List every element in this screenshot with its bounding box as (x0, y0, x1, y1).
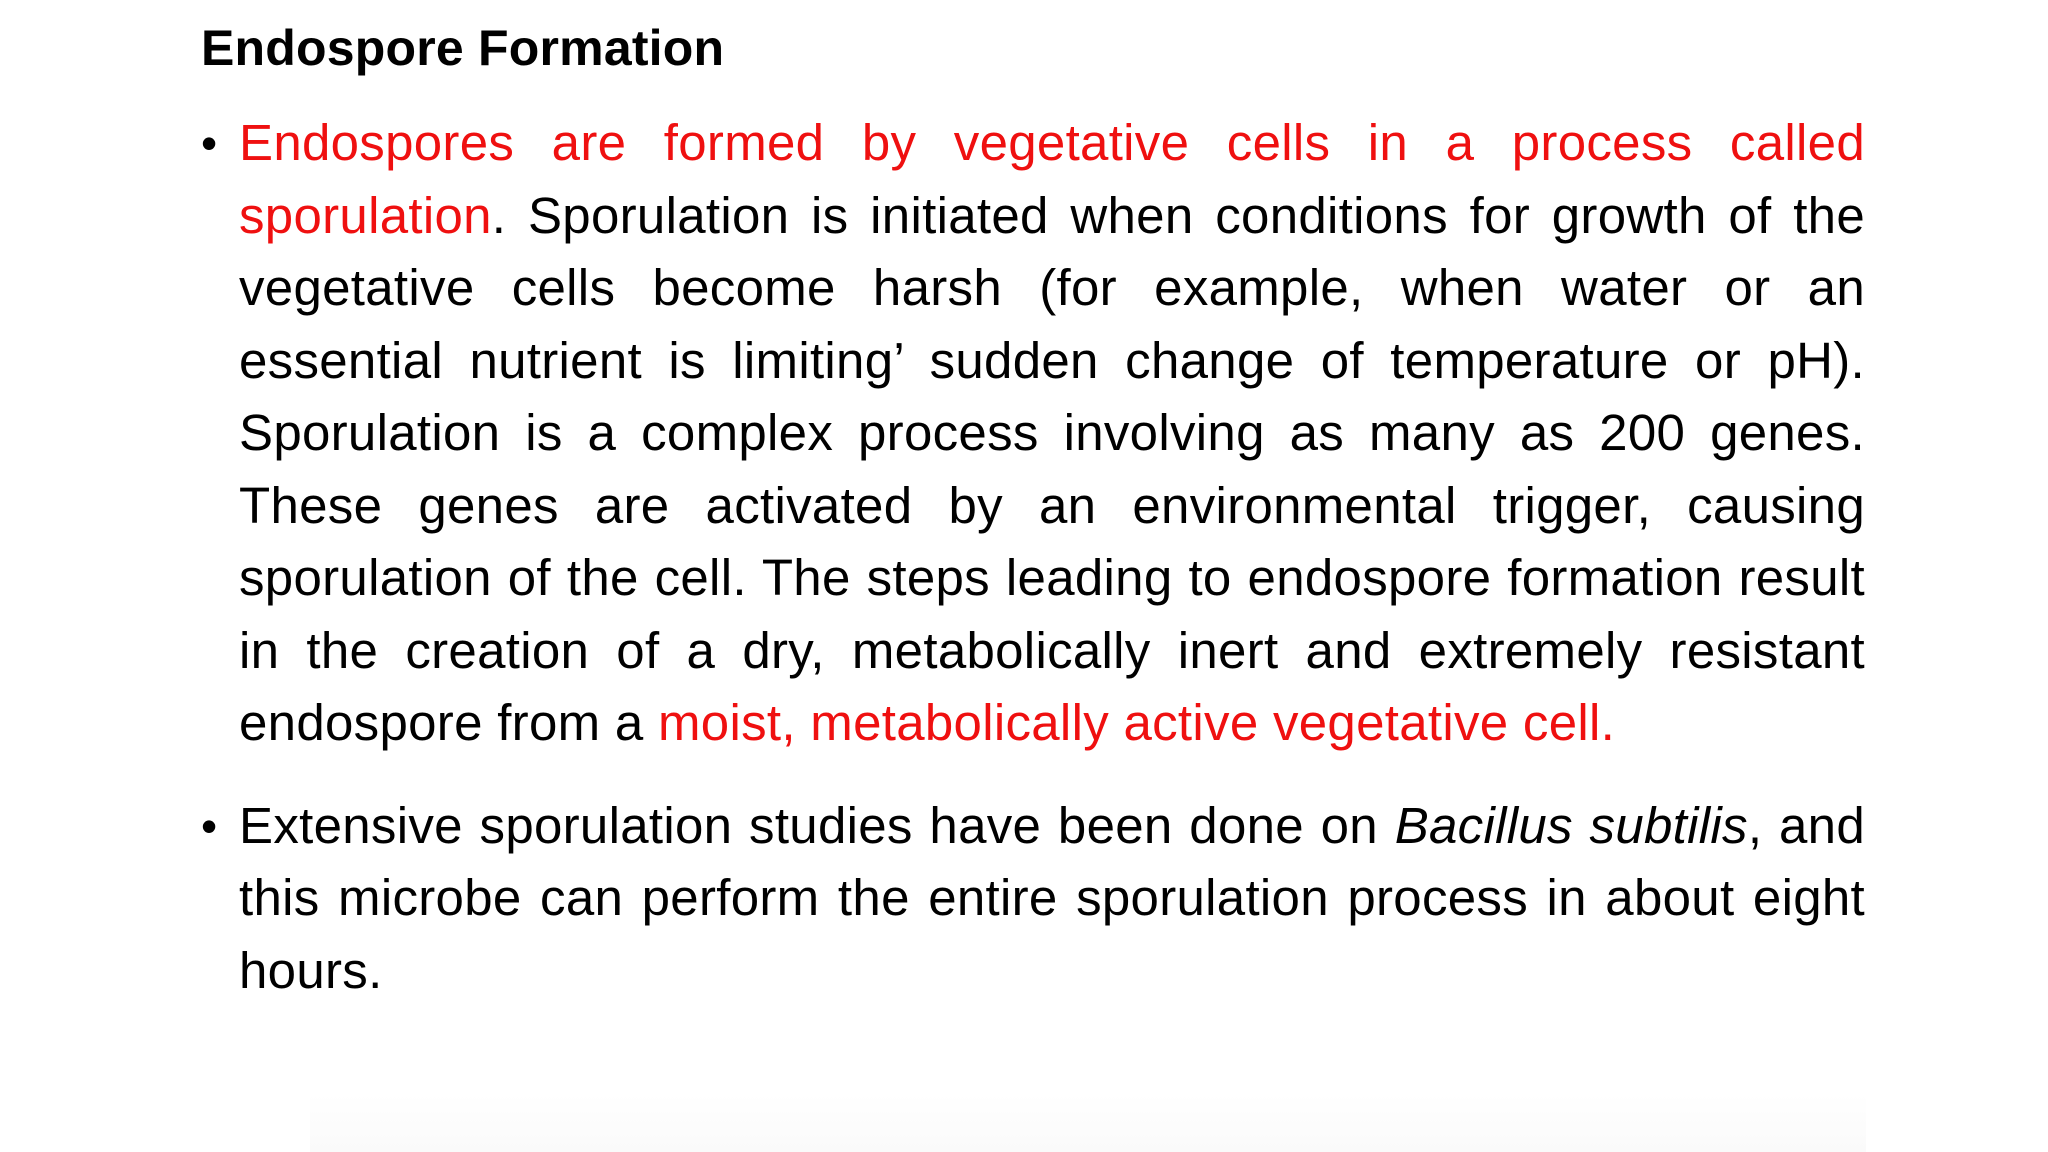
slide-title: Endospore Formation (201, 20, 725, 76)
bullet-dot-icon: • (201, 799, 218, 852)
species-name-italic: Bacillus subtilis (1394, 796, 1748, 854)
highlight-text-vegetative-cell: moist, metabolically active vegetative cell. (658, 694, 1616, 751)
highlight-text-sporulation: Endospores are formed by vegetative cells in a process called sporulation (239, 114, 1865, 244)
bullet-item-sporulation (201, 107, 1865, 760)
body-text-bacillus-intro: Extensive sporulation studies have been done on (239, 796, 1395, 854)
body-text-bacillus-rest: , and this microbe can perform the entire sporulation process in about eight hours. (239, 796, 1865, 999)
bottom-fade-strip (310, 1094, 1866, 1152)
body-text-sporulation: . Sporulation is initiated when conditions for growth of the vegetative cells become harsh (for example, when water or an essential nutrient is limiting’ sudden change of temperature or pH). Sporulation is a complex process involving as many as 200 genes. These genes are activated by an environmental trigger, causing sporulation of the cell. The steps leading to endospore formation result in the creation of a dry, metabolically inert and extremely resistant endospore from a (239, 186, 1865, 751)
bullet-dot-icon: • (201, 117, 218, 169)
bullet-list (201, 107, 1865, 1007)
bullet-item-bacillus (201, 790, 1865, 1008)
